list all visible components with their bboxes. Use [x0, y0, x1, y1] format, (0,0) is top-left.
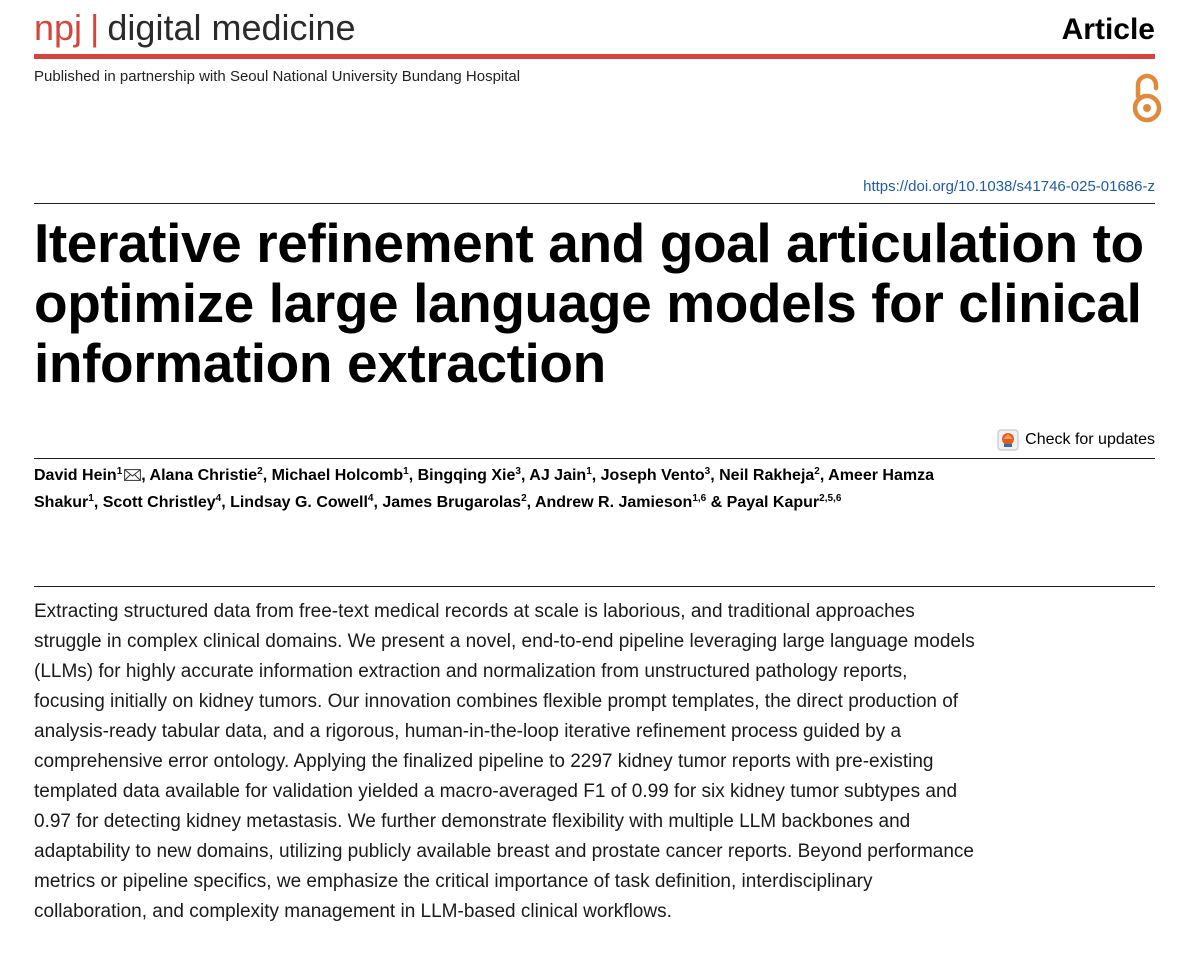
- journal-separator: |: [90, 7, 100, 48]
- article-type-label: Article: [1061, 13, 1155, 46]
- author-affiliation: 2: [814, 466, 820, 477]
- author-name[interactable]: Bingqing Xie: [417, 467, 516, 484]
- author-name[interactable]: James Brugarolas: [382, 494, 522, 511]
- author-separator: ,: [221, 494, 231, 511]
- abstract-text: Extracting structured data from free-text medical records at scale is laborious, and traditional approaches struggle in complex clinical domains. We present a novel, end-to-end pipeline leveraging large language models (LLMs) for highly accurate information extraction and normalization from unstructured pathology reports, focusing initially on kidney tumors. Our innovation combines flexible prompt templates, the direct production of analysis-ready tabular data, and a rigorous, human-in-the-loop iterative refinement process guided by a comprehensive error ontology. Applying the finalized pipeline to 2297 kidney tumor reports with pre-existing templated data available for validation yielded a macro-averaged F1 of 0.99 for six kidney tumor subtypes and 0.97 for detecting kidney metastasis. We further demonstrate flexibility with multiple LLM backbones and adaptability to new domains, utilizing publicly available breast and prostate cancer reports. Beyond performance metrics or pipeline specifics, we emphasize the critical importance of task definition, interdisciplinary collaboration, and complexity management in LLM-based clinical workflows.: [34, 601, 975, 922]
- author-affiliation: 3: [704, 466, 711, 477]
- author-affiliation: 2: [521, 493, 527, 504]
- author-separator: ,: [526, 494, 535, 511]
- check-updates-icon: [997, 429, 1019, 451]
- author-name[interactable]: Scott Christley: [102, 494, 216, 511]
- author-separator: &: [706, 494, 727, 511]
- author-separator: ,: [710, 467, 720, 484]
- authors-divider: [34, 586, 1155, 587]
- check-for-updates-button[interactable]: [997, 428, 1155, 452]
- author-affiliation: 1: [88, 493, 94, 504]
- author-name[interactable]: Michael Holcomb: [271, 467, 404, 484]
- author-name[interactable]: Joseph Vento: [600, 467, 705, 484]
- author-name[interactable]: Ameer Hamza Shakur: [34, 467, 934, 511]
- author-affiliation: 1,6: [692, 493, 707, 504]
- article-title: Iterative refinement and goal articulation to optimize large language models for clinical information extraction: [34, 212, 1144, 394]
- author-separator: ,: [262, 467, 272, 484]
- email-icon[interactable]: [124, 469, 141, 481]
- author-name[interactable]: Alana Christie: [149, 467, 258, 484]
- journal-name: digital medicine: [107, 7, 356, 48]
- author-name[interactable]: Lindsay G. Cowell: [230, 494, 368, 511]
- partnership-note: Published in partnership with Seoul National University Bundang Hospital: [34, 68, 521, 85]
- author-affiliation: 4: [215, 493, 222, 504]
- doi-divider: [34, 203, 1155, 204]
- author-separator: ,: [93, 494, 103, 511]
- check-updates-label: Check for updates: [1025, 431, 1155, 448]
- author-affiliation: 2: [257, 466, 263, 477]
- journal-logo[interactable]: [34, 6, 356, 50]
- author-affiliation: 1: [403, 466, 409, 477]
- author-name[interactable]: AJ Jain: [529, 467, 587, 484]
- author-affiliation: 4: [367, 493, 374, 504]
- doi-link[interactable]: https://doi.org/10.1038/s41746-025-01686-z: [863, 178, 1155, 195]
- author-affiliation: 1: [586, 466, 592, 477]
- author-list: [34, 462, 994, 516]
- author-separator: ,: [408, 467, 418, 484]
- author-separator: ,: [373, 494, 383, 511]
- author-affiliation: 3: [515, 466, 521, 477]
- author-separator: ,: [819, 467, 829, 484]
- title-divider: [34, 458, 1155, 459]
- open-access-icon: [1127, 70, 1167, 124]
- journal-brand: npj: [34, 7, 83, 48]
- author-name[interactable]: David Hein: [34, 467, 117, 484]
- author-name[interactable]: Payal Kapur: [726, 494, 820, 511]
- author-affiliation: 2,5,6: [819, 493, 842, 504]
- author-affiliation: 1: [116, 466, 123, 477]
- header-divider: [34, 54, 1155, 59]
- author-name[interactable]: Andrew R. Jamieson: [534, 494, 693, 511]
- author-separator: ,: [591, 467, 601, 484]
- author-name[interactable]: Neil Rakheja: [719, 467, 815, 484]
- author-separator: ,: [520, 467, 530, 484]
- author-separator: ,: [141, 467, 150, 484]
